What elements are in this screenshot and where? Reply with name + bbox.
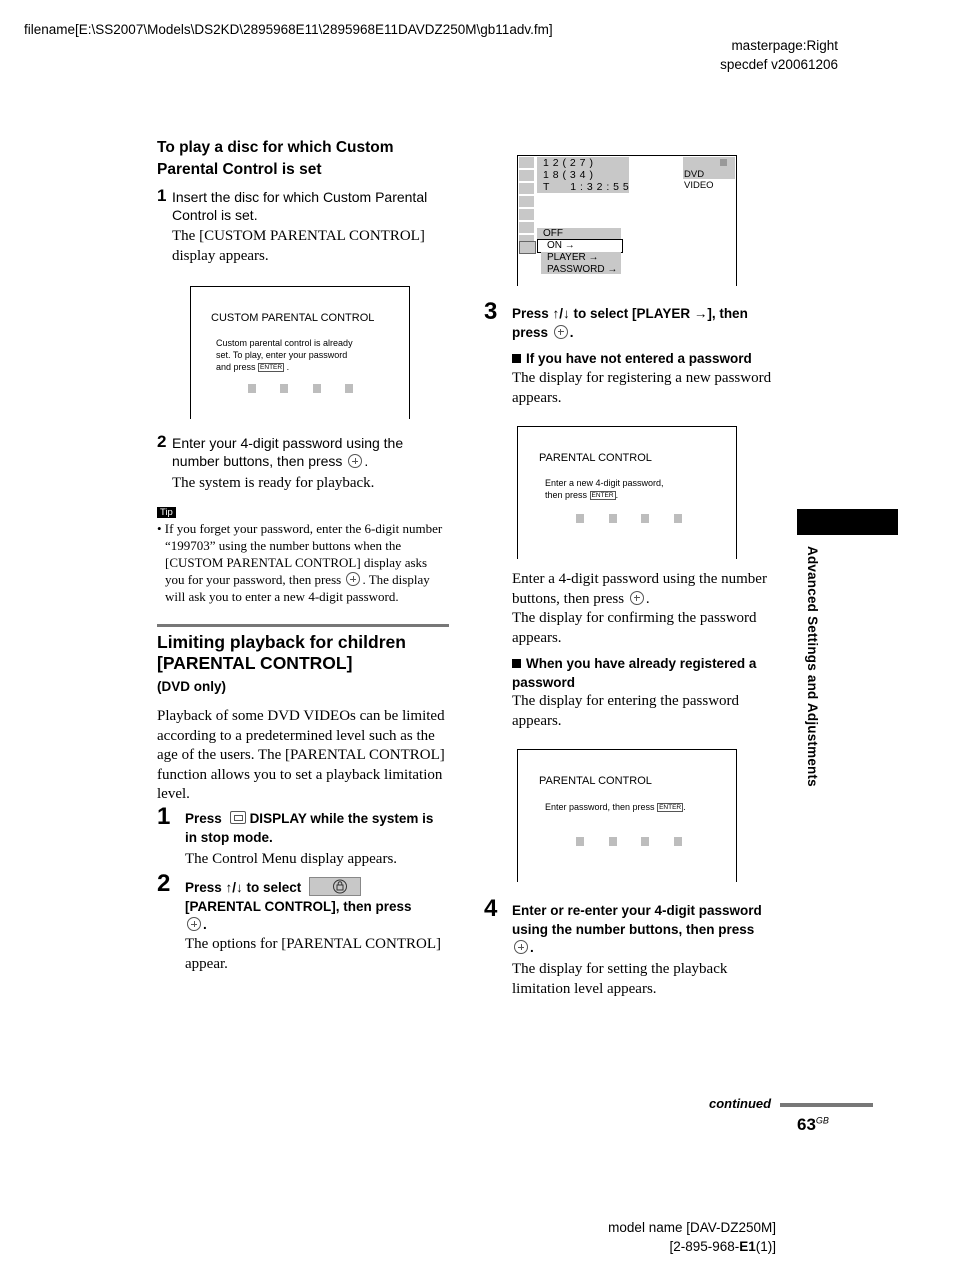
- limit-step1-text: [185, 810, 450, 847]
- enter-password-line1: Enter a 4-digit password using the number: [512, 571, 767, 587]
- square-bullet-icon: [512, 354, 521, 363]
- enter-password-line2-pre: buttons, then press: [512, 590, 625, 607]
- step4-line1: Enter or re-enter your 4-digit password: [512, 903, 762, 918]
- chapter-counter: 1 8 ( 3 4 ): [543, 169, 594, 181]
- password-digit-box: [576, 837, 584, 846]
- playback-info: [543, 157, 629, 193]
- enter-key-icon: ENTER: [260, 364, 283, 371]
- page-suffix: GB: [815, 1115, 829, 1126]
- custom-step2-result: The system is ready for playback.: [172, 475, 375, 491]
- header-masterpage: masterpage:Right: [731, 38, 838, 53]
- tip-label: Tip: [157, 507, 176, 518]
- disc-indicator-icon: [720, 159, 727, 166]
- password-digit-box: [576, 514, 584, 523]
- menu-icon-column: [518, 156, 535, 252]
- step4-line3: [512, 939, 782, 958]
- menu-icon: [519, 196, 534, 207]
- new-password-screen: [517, 426, 737, 559]
- tip-line4-post: . The display: [362, 572, 430, 587]
- limit-step2-line2: [PARENTAL CONTROL], then press: [185, 898, 412, 914]
- password-digit-box: [609, 514, 617, 523]
- parental-control-lock-icon: [309, 877, 361, 896]
- limit-step2-line1-pre: Press ↑/↓ to select: [185, 880, 302, 895]
- screen3-line1-post: .: [683, 802, 686, 812]
- custom-step2-line2-post: .: [364, 453, 369, 469]
- menu-icon: [519, 183, 534, 194]
- custom-title-line2: Parental Control is set: [157, 161, 322, 178]
- step4-text: [512, 902, 782, 958]
- model-code-post: (1)]: [755, 1239, 776, 1254]
- enter-button-icon: [514, 940, 528, 954]
- disc-type: DVD VIDEO: [684, 169, 714, 191]
- custom-step2-line2-pre: number buttons, then press: [172, 453, 343, 469]
- tip-line5: will ask you to enter a new 4-digit password.: [165, 589, 399, 604]
- custom-step1-result-line2: display appears.: [172, 247, 269, 264]
- limit-step2-number: 2: [157, 870, 171, 897]
- limit-subtitle: (DVD only): [157, 679, 226, 694]
- password-digit-box: [280, 384, 288, 393]
- enter-button-icon: [554, 325, 568, 339]
- screen3-title: PARENTAL CONTROL: [539, 775, 652, 787]
- tip-line1: • If you forget your password, enter the 6-digit number: [157, 521, 443, 536]
- side-tab-label: Advanced Settings and Adjustments: [805, 546, 820, 787]
- custom-step1-result: [172, 227, 425, 266]
- limit-step2-line3: [185, 916, 450, 935]
- password-digit-box: [674, 514, 682, 523]
- step4-result-line2: limitation level appears.: [512, 980, 657, 997]
- screen1-line3-pre: and press: [216, 362, 256, 372]
- screen1-line2: set. To play, enter your password: [216, 350, 348, 360]
- header-filename: filename[E:\SS2007\Models\DS2KD\2895968E11\2895968E11DAVDZ250M\gb11adv.fm]: [24, 22, 553, 37]
- step4-result: [512, 960, 782, 999]
- limit-para-line1: Playback of some DVD VIDEOs can be limited: [157, 708, 445, 724]
- enter-button-icon: [348, 454, 362, 468]
- display-button-icon: [230, 811, 246, 824]
- confirm-line2: appears.: [512, 629, 562, 646]
- title-counter: 1 2 ( 2 7 ): [543, 157, 594, 169]
- password-digit-box: [248, 384, 256, 393]
- limit-para-line4: function allows you to set a playback limitation: [157, 766, 443, 783]
- no-password-line1: The display for registering a new password: [512, 370, 772, 386]
- option-off: OFF: [543, 228, 563, 239]
- screen3-message: [545, 801, 735, 813]
- step4-line3-post: .: [530, 940, 534, 955]
- registered-line2: appears.: [512, 712, 562, 729]
- custom-section-title: [157, 137, 394, 181]
- registered-heading-line2: password: [512, 674, 576, 690]
- limit-title-line1: Limiting playback for children: [157, 632, 406, 652]
- limit-step2-result-line1: The options for [PARENTAL CONTROL]: [185, 936, 442, 952]
- custom-step2-line1: Enter your 4-digit password using the: [172, 435, 404, 451]
- custom-step1-line2: Control is set.: [172, 207, 258, 223]
- enter-password-line2-post: .: [645, 590, 650, 607]
- no-password-heading: [512, 350, 752, 369]
- no-password-line2: appears.: [512, 389, 562, 406]
- footer-model: [570, 1218, 776, 1256]
- step3-number: 3: [484, 298, 498, 325]
- sub-options: [547, 252, 617, 276]
- password-digit-box: [313, 384, 321, 393]
- limit-title-line2: [PARENTAL CONTROL]: [157, 653, 353, 673]
- step3-line2-post: .: [569, 324, 574, 340]
- enter-key-icon: ENTER: [591, 492, 614, 499]
- menu-icon: [519, 170, 534, 181]
- menu-icon: [519, 222, 534, 233]
- screen1-line3: [216, 361, 406, 373]
- custom-step1-number: 1: [157, 186, 167, 205]
- square-bullet-icon: [512, 659, 521, 668]
- custom-step2-text: [172, 434, 403, 470]
- screen1-line3-post: .: [286, 362, 290, 372]
- model-name: model name [DAV-DZ250M]: [608, 1220, 776, 1235]
- limit-step1-line2: in stop mode.: [185, 829, 273, 845]
- section-divider: [157, 624, 449, 627]
- custom-step2-number: 2: [157, 432, 167, 451]
- continued-bar: [780, 1103, 873, 1107]
- header-meta: [690, 36, 838, 74]
- page-number-value: 63: [797, 1115, 816, 1134]
- password-digit-box: [674, 837, 682, 846]
- menu-icon-selected: [519, 241, 536, 254]
- screen2-message: [545, 477, 735, 501]
- tip-line2: “199703” using the number buttons when the: [165, 538, 402, 553]
- menu-icon: [519, 157, 534, 169]
- model-code: [570, 1237, 776, 1256]
- tip-line3: [CUSTOM PARENTAL CONTROL] display asks: [165, 555, 428, 570]
- password-digit-box: [345, 384, 353, 393]
- screen2-line2-pre: then press: [545, 490, 588, 500]
- password-digit-box: [609, 837, 617, 846]
- limit-step2-line3-post: .: [203, 917, 207, 932]
- tip-line4-pre: you for your password, then press: [165, 572, 342, 587]
- continued-label: continued: [709, 1096, 772, 1111]
- step3-line1: Press ↑/↓ to select [PLAYER →], then: [512, 306, 748, 321]
- page-number: [797, 1115, 829, 1135]
- step3-line2-pre: press: [512, 324, 549, 340]
- step3-text: [512, 305, 782, 342]
- screen1-line1: Custom parental control is already: [216, 338, 353, 348]
- enter-button-icon: [187, 917, 201, 931]
- side-tab-marker: [797, 509, 898, 535]
- header-specdef: specdef v20061206: [720, 57, 838, 72]
- limit-step1-line1-post: DISPLAY while the system is: [249, 811, 434, 826]
- screen1-message: [216, 337, 406, 373]
- screen3-line1-pre: Enter password, then press: [545, 802, 655, 812]
- screen1-title: CUSTOM PARENTAL CONTROL: [211, 312, 375, 324]
- custom-parental-screen: [190, 286, 410, 419]
- custom-title-line1: To play a disc for which Custom: [157, 139, 394, 156]
- limit-step1-pre: Press: [185, 811, 222, 826]
- screen2-line2-post: .: [615, 490, 619, 500]
- screen2-title: PARENTAL CONTROL: [539, 452, 652, 464]
- custom-step1-result-line1: The [CUSTOM PARENTAL CONTROL]: [172, 228, 425, 244]
- option-player: PLAYER →: [547, 252, 599, 263]
- limit-step2-result-line2: appear.: [185, 955, 228, 972]
- option-on: ON →: [547, 240, 575, 251]
- limit-section-title: [157, 632, 406, 674]
- model-code-bold: E1: [739, 1239, 756, 1254]
- custom-step1-line1: Insert the disc for which Custom Parental: [172, 189, 428, 205]
- step4-result-line1: The display for setting the playback: [512, 961, 728, 977]
- enter-button-icon: [346, 572, 360, 586]
- enter-key-icon: ENTER: [659, 804, 682, 811]
- time-counter: T 1 : 3 2 : 5 5: [543, 181, 630, 193]
- enter-password-line2: [512, 590, 787, 610]
- limit-step2-line1: [185, 877, 450, 898]
- limit-step1-line1: [185, 810, 450, 829]
- registered-desc: [512, 692, 782, 731]
- screen2-line2: [545, 489, 735, 501]
- menu-icon: [519, 209, 534, 220]
- step4-number: 4: [484, 895, 498, 922]
- limit-paragraph: [157, 707, 452, 805]
- option-password: PASSWORD →: [547, 264, 618, 275]
- limit-para-line5: level.: [157, 786, 190, 802]
- enter-password-screen: [517, 749, 737, 882]
- confirm-line1: The display for confirming the password: [512, 610, 757, 626]
- screen2-line1: Enter a new 4-digit password,: [545, 478, 664, 488]
- tip-body: [157, 520, 452, 605]
- limit-step2-text: [185, 877, 450, 935]
- no-password-heading-text: If you have not entered a password: [526, 351, 752, 366]
- registered-heading: [512, 655, 787, 692]
- limit-step1-number: 1: [157, 803, 171, 830]
- enter-button-icon: [630, 591, 644, 605]
- password-digit-box: [641, 514, 649, 523]
- limit-step2-result: [185, 935, 441, 974]
- step4-line2: using the number buttons, then press: [512, 921, 755, 937]
- step3-line2: [512, 324, 782, 343]
- limit-para-line2: according to a predetermined level such as the: [157, 727, 435, 744]
- custom-step1-text: [172, 188, 427, 224]
- registered-line1: The display for entering the password: [512, 693, 740, 709]
- registered-heading-line1: [512, 655, 787, 674]
- registered-heading-text: When you have already registered a: [526, 656, 757, 671]
- model-code-pre: [2-895-968-: [669, 1239, 740, 1254]
- control-menu-screen: [517, 155, 737, 286]
- custom-step2-line2: [172, 452, 403, 470]
- no-password-desc: [512, 369, 782, 408]
- limit-step1-result: The Control Menu display appears.: [185, 851, 398, 867]
- enter-password-desc: [512, 570, 787, 648]
- tip-line4: [157, 571, 452, 588]
- password-digit-box: [641, 837, 649, 846]
- limit-para-line3: age of the users. The [PARENTAL CONTROL]: [157, 747, 445, 763]
